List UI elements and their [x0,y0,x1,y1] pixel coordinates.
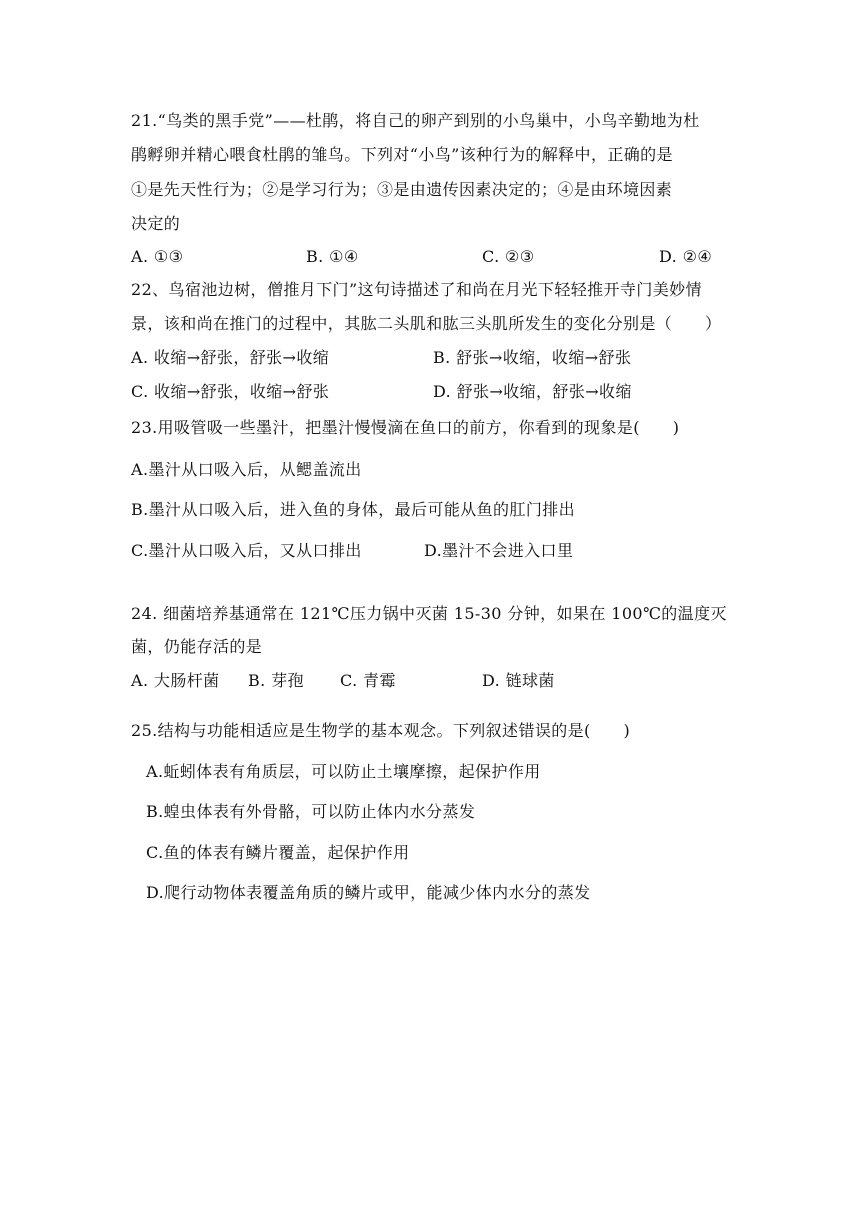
q22-option-b: B. 舒张→收缩，收缩→舒张 [433,348,632,367]
q21-option-b: B. ①④ [306,247,359,266]
q23-option-a: A.墨汁从口吸入后，从鳃盖流出 [131,460,362,479]
q21-option-c: C. ②③ [482,247,535,266]
q22-stem-line-1: 22、鸟宿池边树，僧推月下门”这句诗描述了和尚在月光下轻轻推开寺门美妙情 [131,280,702,299]
q24-option-c: C. 青霉 [340,671,396,690]
q21-stem-line-4: 决定的 [131,214,181,233]
q24-stem-line-1: 24. 细菌培养基通常在 121℃压力锅中灭菌 15-30 分钟，如果在 100℃的温度灭 [131,604,727,623]
q24-option-b: B. 芽孢 [248,671,304,690]
q22-option-d: D. 舒张→收缩，舒张→收缩 [433,382,632,401]
q23-option-b: B.墨汁从口吸入后，进入鱼的身体，最后可能从鱼的肛门排出 [131,500,576,519]
q24-option-a: A. 大肠杆菌 [131,671,220,690]
q22-stem-line-2: 景，该和尚在推门的过程中，其肱二头肌和肱三头肌所发生的变化分别是（ ） [131,314,722,333]
q21-stem-line-3: ①是先天性行为；②是学习行为；③是由遗传因素决定的；④是由环境因素 [131,180,673,199]
q25-option-b: B.蝗虫体表有外骨骼，可以防止体内水分蒸发 [146,802,476,821]
q21-stem-line-1: 21.“鸟类的黑手党”——杜鹃，将自己的卵产到别的小鸟巢中，小鸟辛勤地为杜 [131,111,700,130]
q21-option-d: D. ②④ [659,247,713,266]
q24-option-d: D. 链球菌 [482,671,555,690]
q22-option-c: C. 收缩→舒张，收缩→舒张 [131,382,330,401]
q23-stem: 23.用吸管吸一些墨汁，把墨汁慢慢滴在鱼口的前方，你看到的现象是( ) [131,418,680,437]
q23-option-d: D.墨汁不会进入口里 [424,541,574,560]
q25-option-c: C.鱼的体表有鳞片覆盖，起保护作用 [146,843,410,862]
q24-stem-line-2: 菌，仍能存活的是 [131,637,263,656]
q22-option-a: A. 收缩→舒张，舒张→收缩 [131,348,330,367]
q25-option-a: A.蚯蚓体表有角质层，可以防止土壤摩擦，起保护作用 [146,762,541,781]
q21-option-a: A. ①③ [131,247,184,266]
q25-stem: 25.结构与功能相适应是生物学的基本观念。下列叙述错误的是( ) [131,721,631,740]
q23-option-c: C.墨汁从口吸入后，又从口排出 [131,541,362,560]
q21-stem-line-2: 鹃孵卵并精心喂食杜鹃的雏鸟。下列对“小鸟”该种行为的解释中，正确的是 [131,145,673,164]
q25-option-d: D.爬行动物体表覆盖角质的鳞片或甲，能减少体内水分的蒸发 [146,883,591,902]
